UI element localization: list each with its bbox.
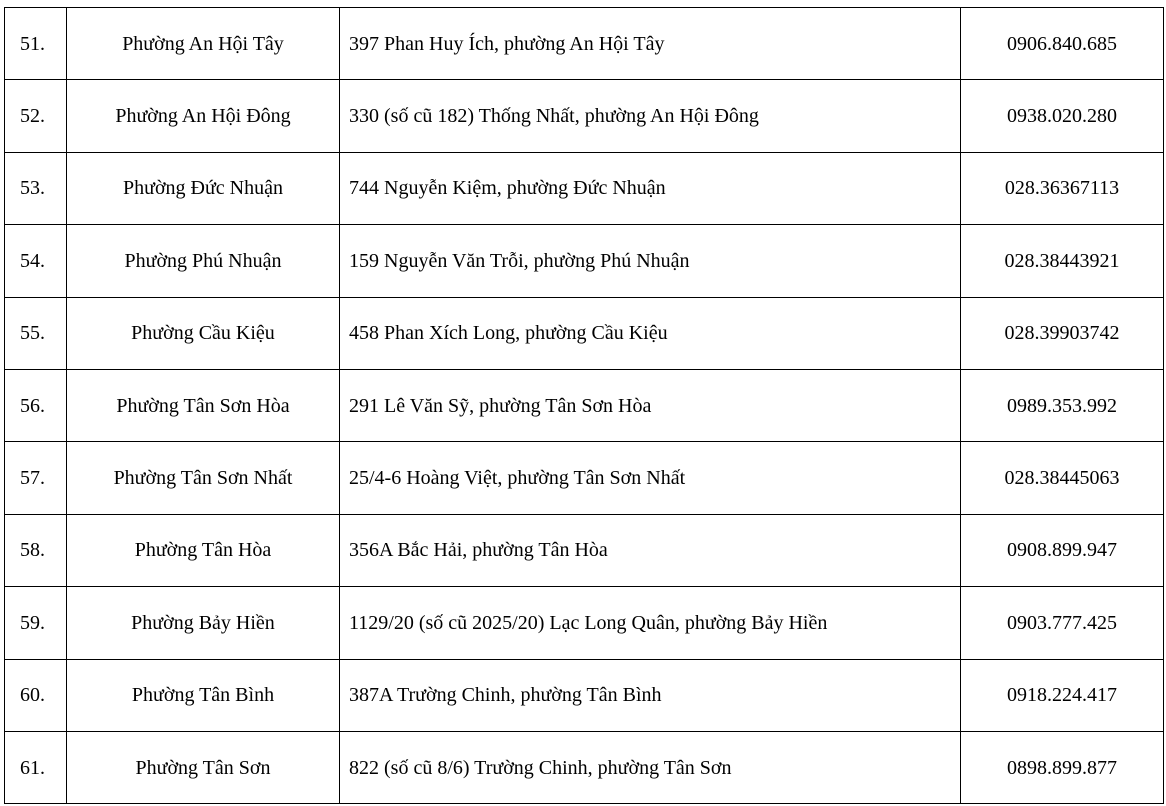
- ward-name: Phường Tân Sơn Nhất: [67, 442, 340, 514]
- phone-number: 0898.899.877: [961, 731, 1164, 803]
- row-number: 60.: [5, 659, 67, 731]
- ward-name: Phường Tân Sơn: [67, 731, 340, 803]
- ward-address: 330 (số cũ 182) Thống Nhất, phường An Hội Đông: [340, 80, 961, 152]
- phone-number: 0918.224.417: [961, 659, 1164, 731]
- table-row: [5, 369, 1164, 441]
- phone-number: 0938.020.280: [961, 80, 1164, 152]
- ward-address: 458 Phan Xích Long, phường Cầu Kiệu: [340, 297, 961, 369]
- table-row: [5, 297, 1164, 369]
- ward-name: Phường Tân Sơn Hòa: [67, 369, 340, 441]
- phone-number: 0989.353.992: [961, 369, 1164, 441]
- phone-number: 0908.899.947: [961, 514, 1164, 586]
- row-number: 59.: [5, 587, 67, 659]
- ward-address: 397 Phan Huy Ích, phường An Hội Tây: [340, 8, 961, 80]
- ward-office-table: [4, 7, 1164, 804]
- ward-name: Phường Bảy Hiền: [67, 587, 340, 659]
- ward-name: Phường Phú Nhuận: [67, 225, 340, 297]
- ward-name: Phường Tân Hòa: [67, 514, 340, 586]
- ward-name: Phường Đức Nhuận: [67, 152, 340, 224]
- ward-name: Phường An Hội Tây: [67, 8, 340, 80]
- phone-number: 028.36367113: [961, 152, 1164, 224]
- row-number: 51.: [5, 8, 67, 80]
- phone-number: 028.38443921: [961, 225, 1164, 297]
- ward-address: 387A Trường Chinh, phường Tân Bình: [340, 659, 961, 731]
- phone-number: 0903.777.425: [961, 587, 1164, 659]
- table-row: [5, 152, 1164, 224]
- row-number: 55.: [5, 297, 67, 369]
- table-row: [5, 80, 1164, 152]
- table-row: [5, 442, 1164, 514]
- ward-address: 822 (số cũ 8/6) Trường Chinh, phường Tân Sơn: [340, 731, 961, 803]
- row-number: 53.: [5, 152, 67, 224]
- table-row: [5, 731, 1164, 803]
- table-row: [5, 659, 1164, 731]
- ward-address: 159 Nguyễn Văn Trỗi, phường Phú Nhuận: [340, 225, 961, 297]
- ward-address: 25/4-6 Hoàng Việt, phường Tân Sơn Nhất: [340, 442, 961, 514]
- ward-name: Phường Tân Bình: [67, 659, 340, 731]
- table-row: [5, 587, 1164, 659]
- row-number: 54.: [5, 225, 67, 297]
- ward-address: 291 Lê Văn Sỹ, phường Tân Sơn Hòa: [340, 369, 961, 441]
- phone-number: 028.38445063: [961, 442, 1164, 514]
- row-number: 58.: [5, 514, 67, 586]
- table-row: [5, 225, 1164, 297]
- ward-address: 1129/20 (số cũ 2025/20) Lạc Long Quân, phường Bảy Hiền: [340, 587, 961, 659]
- row-number: 56.: [5, 369, 67, 441]
- ward-address: 356A Bắc Hải, phường Tân Hòa: [340, 514, 961, 586]
- phone-number: 028.39903742: [961, 297, 1164, 369]
- ward-name: Phường Cầu Kiệu: [67, 297, 340, 369]
- ward-address: 744 Nguyễn Kiệm, phường Đức Nhuận: [340, 152, 961, 224]
- row-number: 52.: [5, 80, 67, 152]
- table-row: [5, 8, 1164, 80]
- ward-name: Phường An Hội Đông: [67, 80, 340, 152]
- phone-number: 0906.840.685: [961, 8, 1164, 80]
- row-number: 61.: [5, 731, 67, 803]
- table-row: [5, 514, 1164, 586]
- row-number: 57.: [5, 442, 67, 514]
